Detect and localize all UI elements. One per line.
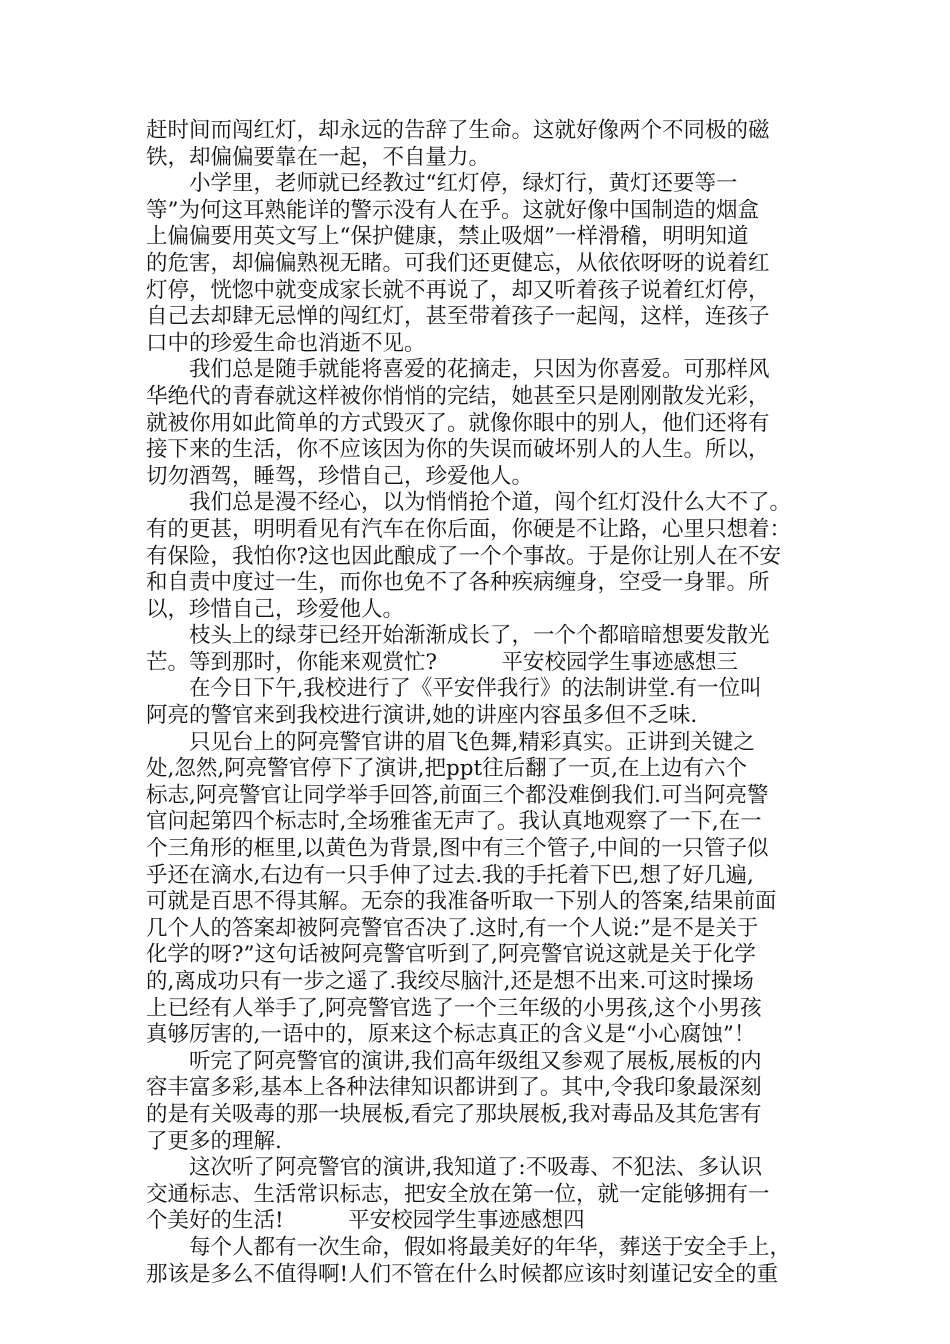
text-line: 自己去却肆无忌惮的闯红灯，甚至带着孩子一起闯，这样，连孩子 [146, 304, 770, 330]
text-line: 上已经有人举手了,阿亮警官选了一个三年级的小男孩,这个小男孩 [146, 995, 762, 1021]
text-line: 上偏偏要用英文写上“保护健康，禁止吸烟”一样滑稽，明明知道 [146, 224, 749, 250]
text-line: 赶时间而闯红灯，却永远的告辞了生命。这就好像两个不同极的磁 [146, 118, 770, 143]
text-line: 的是有关吸毒的那一块展板,看完了那块展板,我对毒品及其危害有 [146, 1101, 762, 1127]
text-line: 真够厉害的,一语中的，原来这个标志真正的含义是“小心腐蚀”！ [146, 1022, 756, 1048]
text-line: 灯停，恍惚中就变成家长就不再说了，却又听着孩子说着红灯停， [146, 277, 770, 303]
text-line: 容丰富多彩,基本上各种法律知识都讲到了。其中,令我印象最深刻 [146, 1075, 762, 1101]
text-line: 有的更甚，明明看见有汽车在你后面，你硬是不让路，心里只想着： [146, 516, 792, 542]
text-line: 以，珍惜自己，珍爱他人。 [146, 596, 405, 622]
text-line: 铁，却偏偏要靠在一起，不自量力。 [146, 144, 491, 170]
text-line: 可就是百思不得其解。无奈的我准备听取一下别人的答案,结果前面 [146, 889, 777, 915]
text-line: 等”为何这耳熟能详的警示没有人在乎。这就好像中国制造的烟盒 [146, 197, 759, 223]
text-line: 化学的呀?”这句话被阿亮警官听到了,阿亮警官说这就是关于化学 [146, 942, 756, 968]
text-line: 个美好的生活! 平安校园学生事迹感想四 [146, 1208, 585, 1234]
text-line: 交通标志、生活常识标志，把安全放在第一位，就一定能够拥有一 [146, 1181, 770, 1207]
text-line: 的危害，却偏偏熟视无睹。可我们还更健忘，从依依呀呀的说着红 [146, 250, 770, 276]
text-line: 了更多的理解. [146, 1128, 282, 1154]
text-line: 的,离成功只有一步之遥了.我绞尽脑汁,还是想不出来.可这时操场 [146, 969, 754, 994]
text-line: 有保险，我怕你?这也因此酿成了一个个事故。于是你让别人在不安 [146, 543, 782, 569]
text-line: 接下来的生活，你不应该因为你的失误而破坏别人的人生。所以， [146, 437, 770, 463]
text-line: 切勿酒驾，睡驾，珍惜自己，珍爱他人。 [146, 463, 534, 489]
text-line: 我们总是漫不经心，以为悄悄抢个道，闯个红灯没什么大不了。 [146, 490, 792, 516]
text-line: 那该是多么不值得啊!人们不管在什么时候都应该时刻谨记安全的重 [146, 1261, 779, 1287]
text-line: 我们总是随手就能将喜爱的花摘走，只因为你喜爱。可那样风 [146, 357, 770, 383]
text-line: 个三角形的框里,以黄色为背景,图中有三个管子,中间的一只管子似 [146, 836, 769, 862]
text-line: 乎还在滴水,右边有一只手伸了过去.我的手托着下巴,想了好几遍, [146, 862, 754, 888]
text-line: 官问起第四个标志时,全场雅雀无声了。我认真地观察了一下,在一 [146, 809, 762, 835]
text-line: 华绝代的青春就这样被你悄悄的完结，她甚至只是刚刚散发光彩， [146, 383, 770, 409]
text-line: 在今日下午,我校进行了《平安伴我行》的法制讲堂.有一位叫 [146, 676, 762, 702]
text-line: 只见台上的阿亮警官讲的眉飞色舞,精彩真实。正讲到关键之 [146, 729, 755, 755]
text-line: 这次听了阿亮警官的演讲,我知道了:不吸毒、不犯法、多认识 [146, 1155, 763, 1181]
text-line: 芒。等到那时，你能来观赏忙? 平安校园学生事迹感想三 [146, 649, 739, 675]
text-line: 枝头上的绿芽已经开始渐渐成长了，一个个都暗暗想要发散光 [146, 623, 770, 649]
text-line: 就被你用如此简单的方式毁灭了。就像你眼中的别人，他们还将有 [146, 410, 770, 436]
text-line: 标志,阿亮警官让同学举手回答,前面三个都没难倒我们.可当阿亮警 [146, 782, 769, 808]
text-line: 听完了阿亮警官的演讲,我们高年级组又参观了展板,展板的内 [146, 1048, 762, 1074]
text-line: 几个人的答案却被阿亮警官否决了.这时,有一个人说:”是不是关于 [146, 915, 759, 941]
text-line: 处,忽然,阿亮警官停下了演讲,把ppt往后翻了一页,在上边有六个 [146, 756, 748, 782]
document-body [146, 118, 826, 1288]
text-line: 每个人都有一次生命，假如将最美好的年华，葬送于安全手上， [146, 1234, 792, 1260]
text-line: 小学里，老师就已经教过“红灯停，绿灯行，黄灯还要等一 [146, 171, 738, 197]
text-line: 口中的珍爱生命也消逝不见。 [146, 330, 426, 356]
text-line: 和自责中度过一生，而你也免不了各种疾病缠身，空受一身罪。所 [146, 570, 770, 596]
text-line: 阿亮的警官来到我校进行演讲,她的讲座内容虽多但不乏味. [146, 703, 698, 729]
